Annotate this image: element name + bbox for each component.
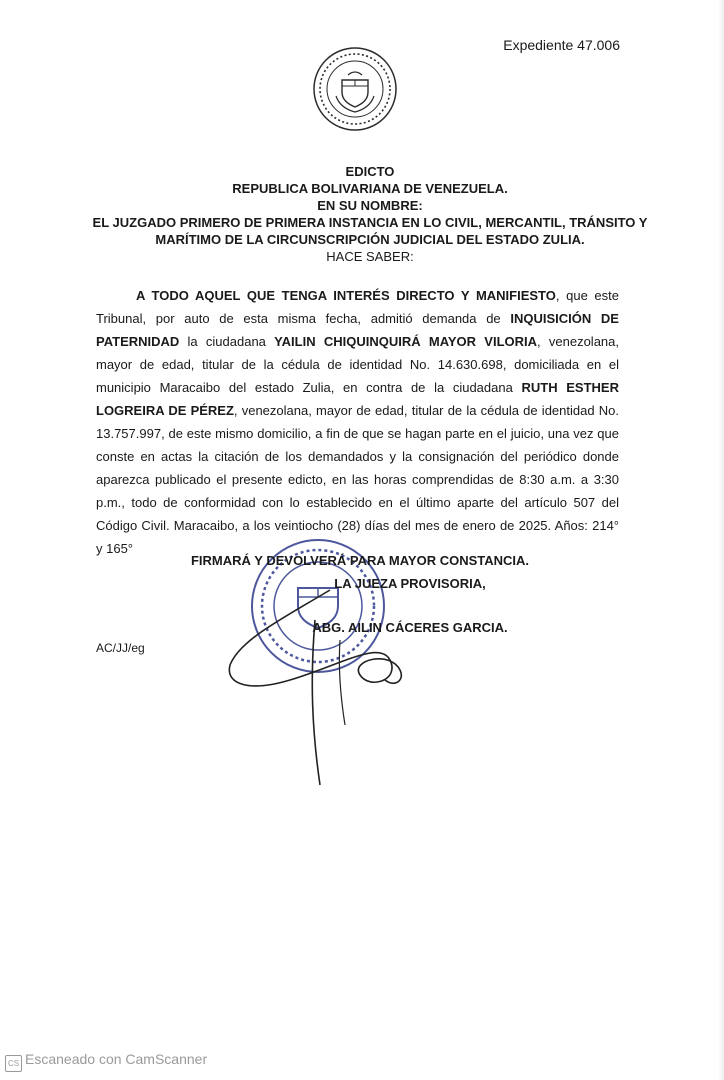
in-its-name-line: EN SU NOMBRE: xyxy=(317,198,423,213)
body-text-4: , venezolana, mayor de edad, titular de la cédula de identidad No. 13.757.997, de este mismo domicilio, a fin de que se hagan parte en el juicio, una vez que conste en actas la citación de los demandados y la consignación del periódico donde aparezca publicado el presente edicto, en las horas comprendidas de 8:30 a.m. a 3:30 p.m., todo de conformidad con lo establecido en el último aparte del artículo 507 del Código Civil. Maracaibo, a los veintiocho (28) días del mes de enero de 2025. Años: 214° y 165° xyxy=(96,403,619,556)
body-defendant: RUTH ESTHER LOGREIRA DE PÉREZ xyxy=(96,380,619,418)
republic-line: REPUBLICA BOLIVARIANA DE VENEZUELA. xyxy=(232,181,508,196)
body-case-type: INQUISICIÓN DE PATERNIDAD xyxy=(96,311,619,349)
camscanner-text: Escaneado con CamScanner xyxy=(25,1051,208,1067)
signature-instruction: FIRMARÁ Y DEVOLVERÁ PARA MAYOR CONSTANCIA. xyxy=(190,553,530,568)
court-seal-icon xyxy=(312,46,398,132)
document-initials: AC/JJ/eg xyxy=(96,641,145,655)
body-text-3: , venezolana, mayor de edad, titular de la cédula de identidad No. 14.630.698, domiciliada en el municipio Maracaibo del estado Zulia, en contra de la ciudadana xyxy=(96,334,620,395)
case-number: Expediente 47.006 xyxy=(503,37,620,53)
judge-name: ABG. AILIN CÁCERES GARCIA. xyxy=(312,620,508,635)
camscanner-logo-icon: CS xyxy=(5,1055,22,1072)
scan-edge xyxy=(718,0,724,1080)
judge-title: LA JUEZA PROVISORIA, xyxy=(334,576,486,591)
edict-title: EDICTO xyxy=(345,164,395,179)
handwritten-signature-icon xyxy=(220,580,450,790)
body-plaintiff: YAILIN CHIQUINQUIRÁ MAYOR VILORIA xyxy=(274,334,538,349)
body-addressee: A TODO AQUEL QUE TENGA INTERÉS DIRECTO Y MANIFIESTO xyxy=(136,288,556,303)
camscanner-watermark xyxy=(5,1051,207,1072)
body-text-1: , que este Tribunal, por auto de esta misma fecha, admitió demanda de xyxy=(96,288,620,326)
body-text-2: la ciudadana xyxy=(179,334,275,349)
edict-body xyxy=(96,284,619,560)
hace-saber: HACE SABER: xyxy=(326,249,414,264)
edict-header xyxy=(60,163,680,265)
court-name: EL JUZGADO PRIMERO DE PRIMERA INSTANCIA EN LO CIVIL, MERCANTIL, TRÁNSITO Y MARÍTIMO DE LA CIRCUNSCRIPCIÓN JUDICIAL DEL ESTADO ZULIA. xyxy=(92,215,648,247)
